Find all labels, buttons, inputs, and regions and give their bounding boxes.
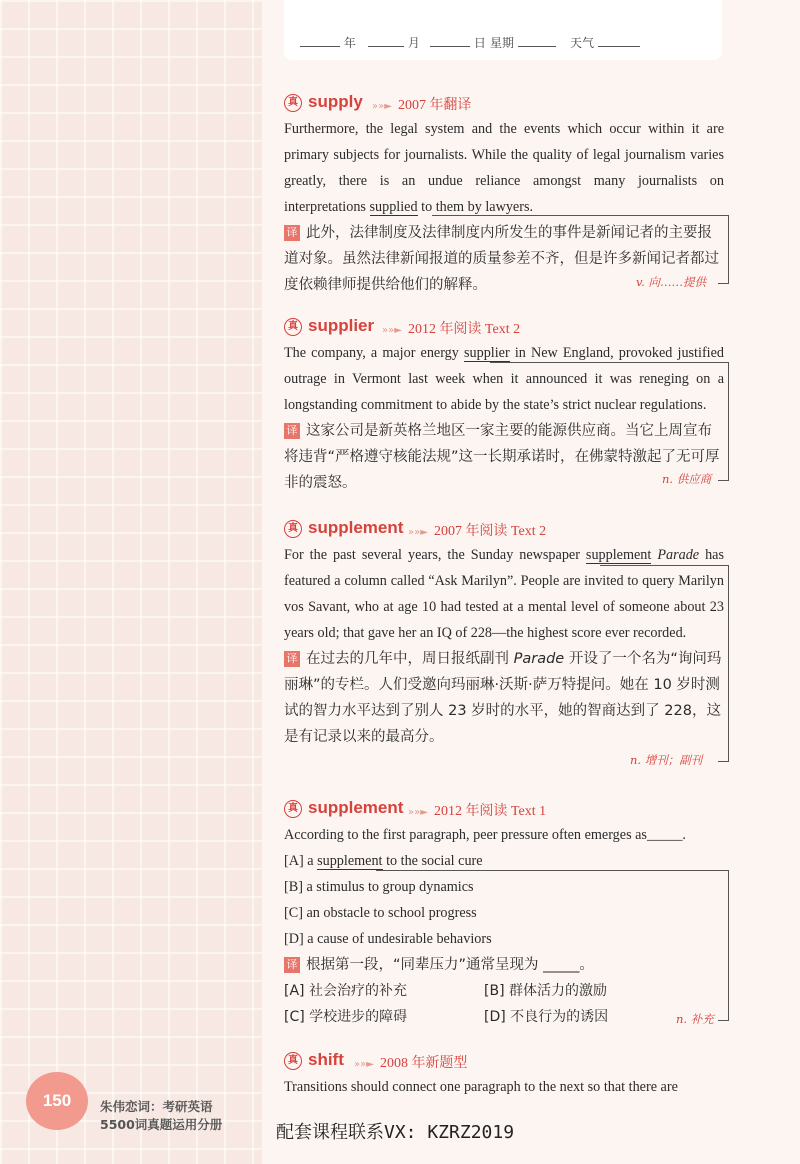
- arrow-icon: »»►: [408, 807, 428, 818]
- source: »»► 2012 年阅读 Text 1: [408, 804, 547, 819]
- month-field: 月: [368, 34, 420, 51]
- bracket-line: [718, 480, 728, 481]
- chinese-translation: 译 在过去的几年中，周日报纸副刊 Parade 开设了一个名为“询问玛丽琳”的专栏。人们受邀向玛丽琳·沃斯·萨万特提问。她在 10 岁时测试的智力水平达到了别人 23 岁时的水平，她的智商达到了 228，这是有记录以来的最高分。: [284, 651, 722, 745]
- arrow-icon: »»►: [382, 325, 402, 336]
- chinese-question: 译 根据第一段，“同辈压力”通常呈现为 _____。: [284, 952, 724, 978]
- bracket-line: [600, 565, 729, 762]
- source: »»► 2007 年翻译: [372, 98, 472, 113]
- chinese-translation: 译 此外，法律制度及法律制度内所发生的事件是新闻记者的主要报道对象。虽然法律新闻报道的质量参差不齐，但是许多新闻记者都过度依赖律师提供给他们的解释。: [284, 225, 719, 293]
- option-d: [D] a cause of undesirable behaviors: [284, 931, 492, 947]
- chinese-translation: 译 这家公司是新英格兰地区一家主要的能源供应商。当它上周宣布将违背“严格遵守核能法规”这一长期承诺时，在佛蒙特激起了无可厚非的震怒。: [284, 423, 720, 491]
- definition-note: v. 向……提供: [636, 275, 706, 289]
- arrow-icon: »»►: [408, 527, 428, 538]
- bracket-line: [718, 1020, 728, 1021]
- arrow-icon: »»►: [354, 1059, 374, 1070]
- entry-shift: [284, 1050, 724, 1100]
- translation-tag: 译: [284, 957, 300, 973]
- zh-option-a: [A] 社会治疗的补充: [284, 983, 407, 999]
- headword: supplier: [308, 316, 375, 335]
- definition-note: n. 增刊；副刊: [630, 753, 703, 767]
- bracket-line: [718, 283, 728, 284]
- book-title: 朱伟恋词：考研英语 5500词真题运用分册: [100, 1099, 223, 1132]
- english-passage: Furthermore, the legal system and the events which occur within it are primary subjects for journalists. While the quality of legal journalism varies greatly, there is an undue reliance amongst many journalists on interpretations supplied to them by lawyers.: [284, 121, 724, 215]
- source: »»► 2008 年新题型: [354, 1056, 468, 1071]
- year-field: 年: [300, 34, 356, 51]
- translation-tag: 译: [284, 651, 300, 667]
- weekday-field: 星期: [490, 34, 556, 51]
- definition-note: n. 补充: [676, 1012, 714, 1026]
- real-exam-badge: 真: [284, 318, 302, 336]
- bracket-line: [490, 362, 729, 481]
- english-passage: For the past several years, the Sunday newspaper supplement Parade has featured a column called “Ask Marilyn”. People are invited to query Marilyn vos Savant, who at age 10 had tested at a mental level of someone about 23 years old; that gave her an IQ of 228—the highest score ever recorded.: [284, 547, 724, 641]
- english-passage: The company, a major energy supplier in New England, provoked justified outrage in Vermont last week when it announced it was reneging on a longstanding commitment to abide by the state’s strict nuclear regulations.: [284, 345, 724, 413]
- zh-option-d: [D] 不良行为的诱因: [484, 1009, 609, 1025]
- arrow-icon: »»►: [372, 101, 392, 112]
- headword: supplement: [308, 518, 404, 537]
- headword: shift: [308, 1050, 344, 1069]
- bracket-line: [718, 761, 728, 762]
- keyword: supplement: [317, 853, 383, 869]
- left-margin: [0, 0, 258, 1164]
- real-exam-badge: 真: [284, 1052, 302, 1070]
- zh-option-c: [C] 学校进步的障碍: [284, 1009, 408, 1025]
- option-c: [C] an obstacle to school progress: [284, 905, 477, 921]
- headword: supplement: [308, 798, 404, 817]
- source: »»► 2012 年阅读 Text 2: [382, 322, 521, 337]
- keyword: supplier: [463, 345, 510, 361]
- day-field: 日: [430, 34, 486, 51]
- real-exam-badge: 真: [284, 94, 302, 112]
- weather-field: 天气: [570, 34, 640, 51]
- definition-note: n. 供应商: [662, 472, 712, 486]
- bracket-line: [376, 870, 729, 1021]
- real-exam-badge: 真: [284, 520, 302, 538]
- question: According to the first paragraph, peer pressure often emerges as_____.: [284, 827, 686, 843]
- translation-tag: 译: [284, 423, 300, 439]
- option-b: [B] a stimulus to group dynamics: [284, 879, 474, 895]
- keyword: supplied: [369, 199, 418, 215]
- english-passage: Transitions should connect one paragraph to the next so that there are: [284, 1079, 678, 1095]
- footer-contact: 配套课程联系VX: KZRZ2019: [276, 1122, 515, 1143]
- option-a: [A] a supplement to the social cure: [284, 853, 483, 869]
- translation-tag: 译: [284, 225, 300, 241]
- real-exam-badge: 真: [284, 800, 302, 818]
- page-number: 150: [26, 1072, 88, 1130]
- zh-option-b: [B] 群体活力的激励: [484, 983, 607, 999]
- keyword: supplement: [585, 547, 652, 563]
- source: »»► 2007 年阅读 Text 2: [408, 524, 547, 539]
- headword: supply: [308, 92, 363, 111]
- diary-header: [284, 0, 722, 60]
